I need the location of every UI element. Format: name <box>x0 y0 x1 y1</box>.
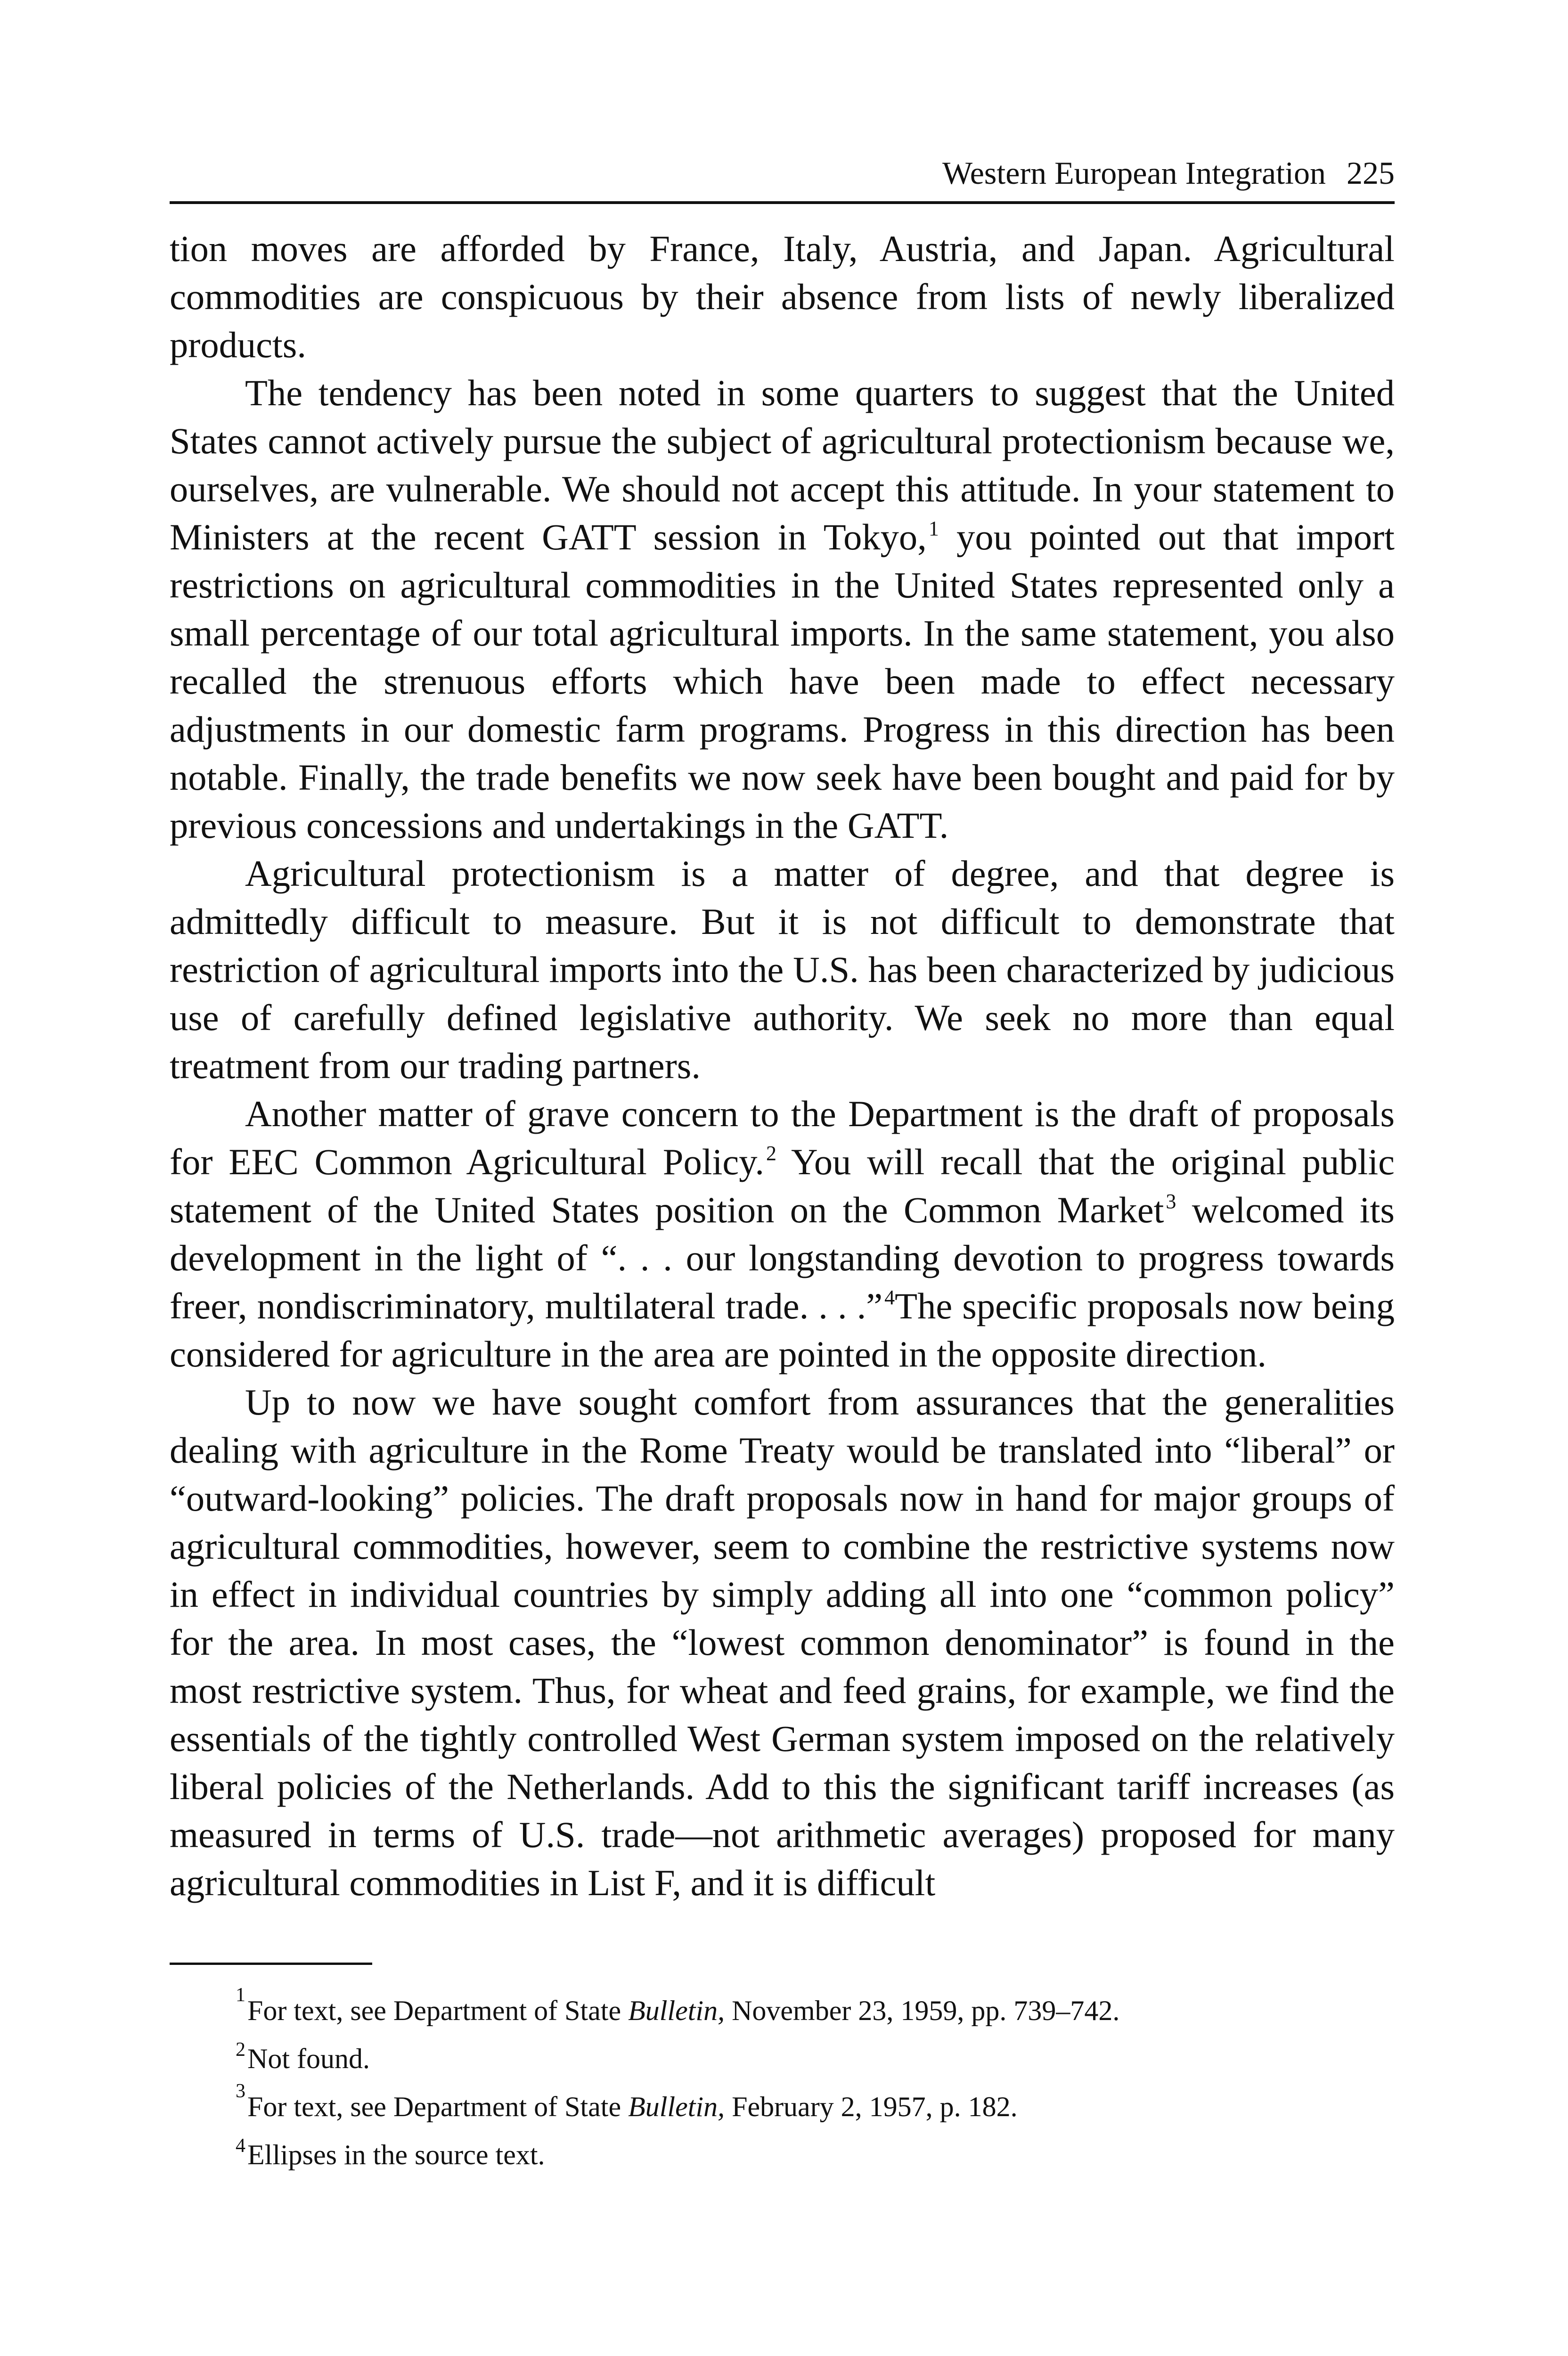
paragraph-4-text-b: You will recall that the original public statement of the United States position on the Common Market <box>170 1141 1395 1230</box>
footnote-3 <box>236 2080 1395 2122</box>
footnote-text: Ellipses in the source text. <box>247 2139 545 2170</box>
footnote-text: For text, see Department of State <box>247 1995 629 2026</box>
footnote-italic: Bulletin, <box>628 2091 725 2122</box>
footnote-ref-1: 1 <box>928 516 939 540</box>
footnote-mark: 4 <box>236 2135 245 2157</box>
book-page <box>170 155 1395 2187</box>
footnote-text-end: November 23, 1959, pp. 739–742. <box>725 1995 1120 2026</box>
footnote-text: Not found. <box>247 2043 370 2074</box>
paragraph-4 <box>170 1090 1395 1378</box>
paragraph-1 <box>170 225 1395 369</box>
footnote-ref-4: 4 <box>884 1285 895 1309</box>
paragraph-3 <box>170 850 1395 1090</box>
page-number: 225 <box>1347 155 1395 191</box>
paragraph-4-text-a: Another matter of grave concern to the Department is the draft of proposals for EEC Common Agricultural Policy. <box>170 1093 1395 1182</box>
footnote-divider <box>170 1963 372 1965</box>
footnote-4 <box>236 2135 1395 2170</box>
body-text <box>170 225 1395 1907</box>
running-title: Western European Integration <box>942 155 1326 191</box>
paragraph-4-text-c: welcomed its development in the light of “. . . our longstanding devotion to progress towards freer, nondiscriminatory, multilateral trade. . . .” <box>170 1189 1395 1326</box>
footnote-mark: 1 <box>236 1984 245 2006</box>
footnotes <box>170 1984 1395 2170</box>
paragraph-2-text-b: you pointed out that import restrictions on agricultural commodities in the United States represented only a small percentage of our total agricultural imports. In the same statement, you also recalled the strenuous efforts which have been made to effect necessary adjustments in our domestic farm programs. Progress in this direction has been notable. Finally, the trade benefits we now seek have been bought and paid for by previous concessions and undertakings in the GATT. <box>170 516 1395 846</box>
footnote-1 <box>236 1984 1395 2026</box>
paragraph-5 <box>170 1378 1395 1907</box>
paragraph-5-text: Up to now we have sought comfort from assurances that the generalities dealing with agriculture in the Rome Treaty would be translated into “liberal” or “outward-looking” policies. The draft proposals now in hand for major groups of agricultural commodities, however, seem to combine the restrictive systems now in effect in individual countries by simply adding all into one “common policy” for the area. In most cases, the “lowest common denominator” is found in the most restrictive system. Thus, for wheat and feed grains, for example, we find the essentials of the tightly controlled West German system imposed on the relatively liberal policies of the Netherlands. Add to this the significant tariff increases (as measured in terms of U.S. trade—not arithmetic averages) proposed for many agricultural commodities in List F, and it is difficult <box>170 1381 1395 1903</box>
footnote-text: For text, see Department of State <box>247 2091 629 2122</box>
footnote-2 <box>236 2038 1395 2074</box>
paragraph-2-text-a: The tendency has been noted in some quarters to suggest that the United States cannot actively pursue the subject of agricultural protectionism because we, ourselves, are vulnerable. We should not accept this attitude. In your statement to Ministers at the recent GATT session in Tokyo, <box>170 372 1395 557</box>
footnote-italic: Bulletin, <box>628 1995 725 2026</box>
footnote-ref-2: 2 <box>766 1141 777 1165</box>
footnote-ref-3: 3 <box>1166 1189 1176 1213</box>
paragraph-2 <box>170 369 1395 850</box>
paragraph-1-text: tion moves are afforded by France, Italy, Austria, and Japan. Agricultural commodities are conspicuous by their absence from lists of newly liberalized products. <box>170 228 1395 365</box>
paragraph-4-text-d: The specific proposals now being considered for agriculture in the area are pointed in the opposite direction. <box>170 1285 1395 1374</box>
footnote-mark: 2 <box>236 2038 245 2061</box>
footnote-text-end: February 2, 1957, p. 182. <box>725 2091 1018 2122</box>
paragraph-3-text: Agricultural protectionism is a matter of degree, and that degree is admittedly difficult to measure. But it is not difficult to demonstrate that restriction of agricultural imports into the U.S. has been characterized by judicious use of carefully defined legislative authority. We seek no more than equal treatment from our trading partners. <box>170 852 1395 1086</box>
running-head <box>170 155 1395 204</box>
footnote-mark: 3 <box>236 2080 245 2102</box>
